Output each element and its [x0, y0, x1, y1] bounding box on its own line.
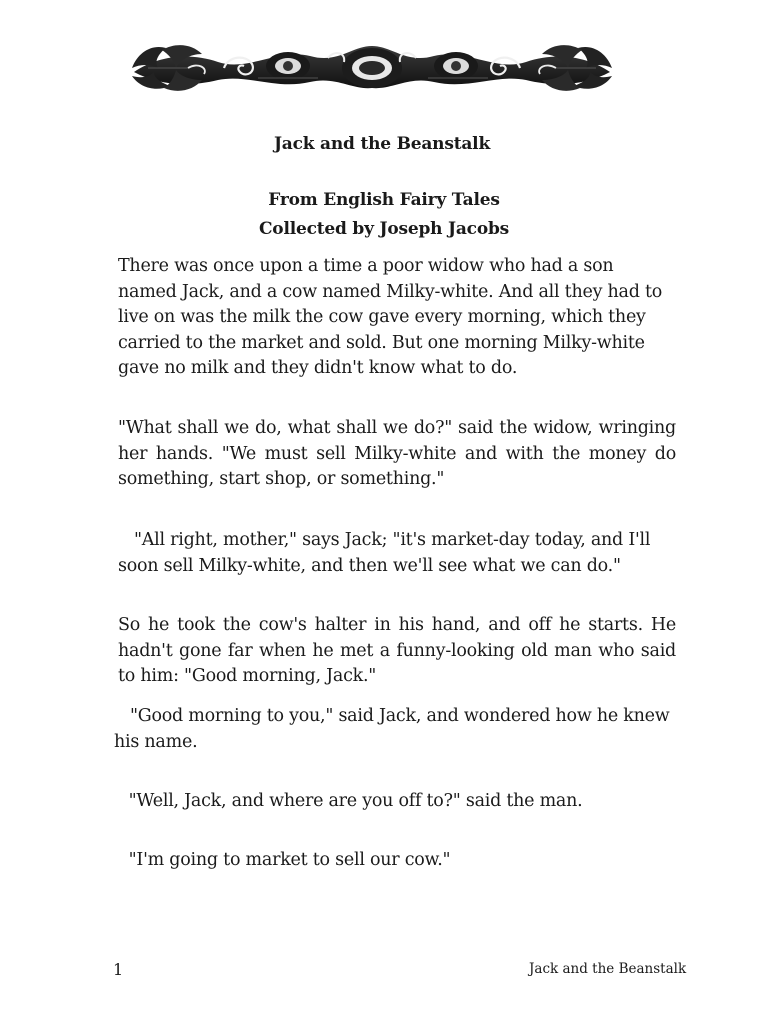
decorative-scroll-ornament-icon	[128, 38, 616, 94]
page-number: 1	[113, 960, 124, 979]
paragraph: "Well, Jack, and where are you off to?" said the man.	[118, 791, 583, 811]
paragraph: "I'm going to market to sell our cow."	[118, 850, 451, 870]
paragraph: "All right, mother," says Jack; "it's market-day today, and I'll soon sell Milky-white, and then we'll see what we can do."	[118, 530, 651, 576]
running-title: Jack and the Beanstalk	[529, 961, 687, 977]
paragraph: "What shall we do, what shall we do?" said the widow, wringing her hands. "We must sell Milky-white and with the money do something, start shop, or something."	[118, 418, 676, 490]
story-title: Jack and the Beanstalk	[273, 134, 491, 154]
paragraph: There was once upon a time a poor widow who had a son named Jack, and a cow named Milky-white. And all they had to live on was the milk the cow gave every morning, which they carried to the market and sold. But one morning Milky-white gave no milk and they didn't know what to do.	[118, 256, 663, 379]
source-line: From English Fairy Tales	[268, 190, 500, 210]
paragraph: So he took the cow's halter in his hand, and off he starts. He hadn't gone far when he met a funny-looking old man who said to him: "Good morning, Jack."	[118, 615, 676, 687]
paragraph: "Good morning to you," said Jack, and wondered how he knew his name.	[114, 706, 670, 752]
collector-line: Collected by Joseph Jacobs	[258, 219, 510, 239]
